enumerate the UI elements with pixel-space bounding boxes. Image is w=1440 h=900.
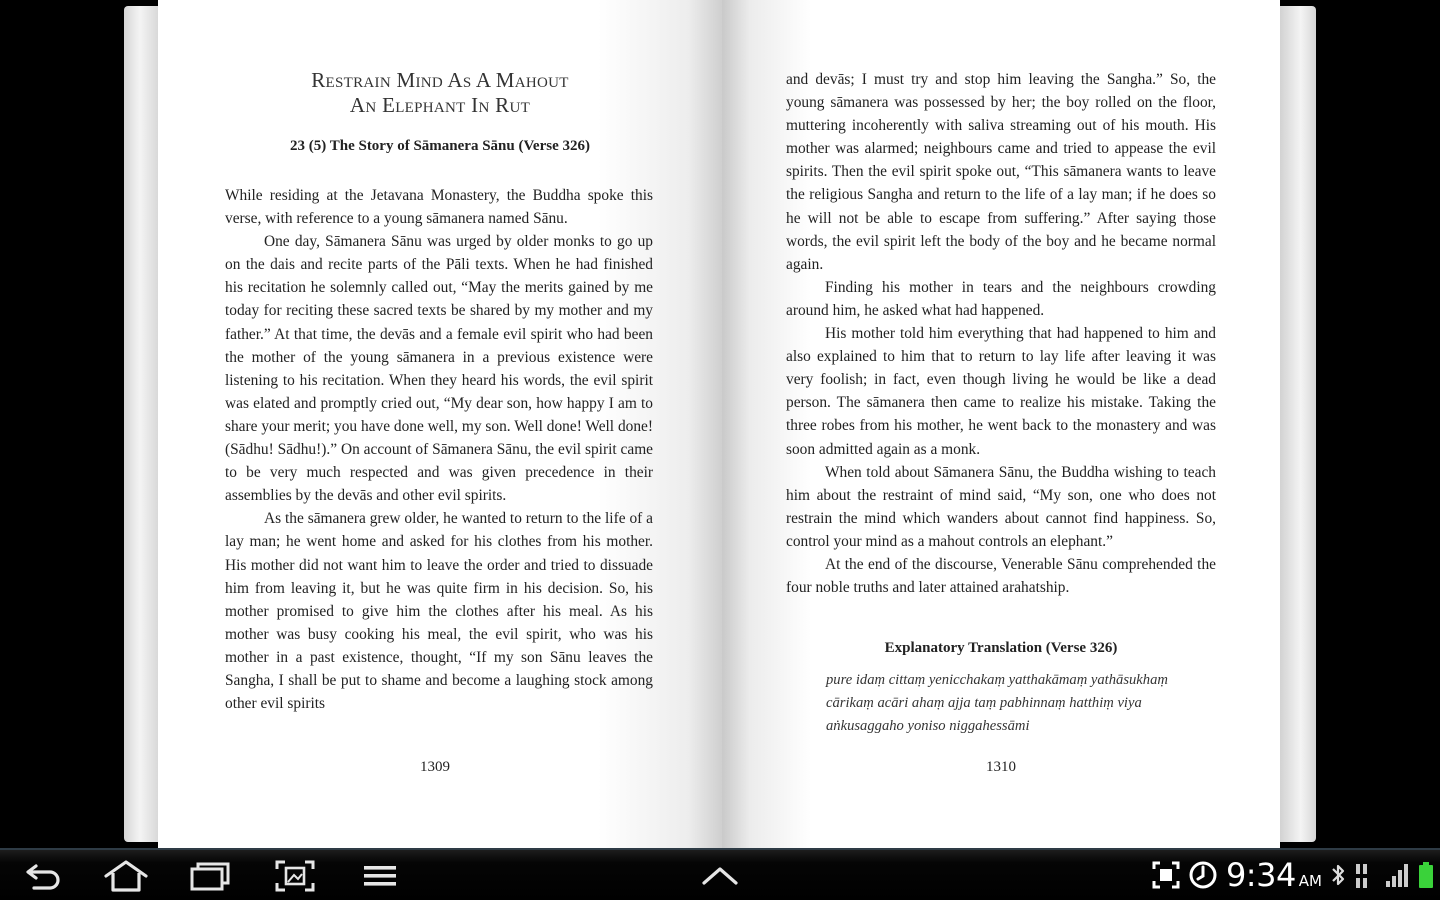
paragraph: At the end of the discourse, Venerable Sānu comprehended the four noble truths and later attained arahatship. <box>786 555 1216 597</box>
running-head-line-1: Restrain Mind As A Mahout <box>311 68 569 92</box>
recent-apps-icon <box>188 860 232 892</box>
paragraph: Finding his mother in tears and the neighbours crowding around him, he asked what had happened. <box>786 278 1216 319</box>
recent-apps-button[interactable] <box>182 856 238 896</box>
clock: 9:34 <box>1225 856 1296 894</box>
left-page-body <box>225 184 653 715</box>
menu-button[interactable] <box>352 856 408 896</box>
pali-line: aṅkusaggaho yoniso niggahessāmi <box>826 718 1030 735</box>
explanatory-translation-title: Explanatory Translation (Verse 326) <box>884 640 1118 656</box>
pali-verse <box>826 669 1226 738</box>
chevron-up-icon <box>700 865 740 887</box>
paragraph: His mother told him everything that had happened to him and also explained to him that to return to lay life after leaving it was very foolish; in fact, even though living he would be like a dead person. The sāmanera then came to realize his mistake. Taking the three robes from his mother, he went back to the monastery and was soon admitted again as a monk. <box>786 325 1216 458</box>
bluetooth-icon <box>1330 861 1346 889</box>
pali-line: cārikaṃ acāri ahaṃ ajja taṃ pabhinnaṃ hatthiṃ viya <box>826 695 1142 712</box>
network-type-icon <box>1354 860 1376 890</box>
screenshot-icon <box>274 859 316 893</box>
sync-icon <box>1188 860 1218 890</box>
battery-icon <box>1418 860 1434 890</box>
back-button[interactable] <box>16 856 72 896</box>
signal-icon <box>1384 861 1410 889</box>
status-area[interactable] <box>1152 850 1434 900</box>
page-number: 1310 <box>986 759 1016 775</box>
clock-ampm: AM <box>1298 872 1322 890</box>
right-page-edges <box>1278 6 1316 842</box>
screen-capture-icon <box>1152 861 1180 889</box>
home-icon <box>102 859 150 893</box>
running-head-line-2: An Elephant In Rut <box>349 93 531 117</box>
pali-line: pure idaṃ cittaṃ yenicchakaṃ yatthakāmaṃ yathāsukhaṃ <box>826 672 1168 688</box>
paragraph: While residing at the Jetavana Monastery, the Buddha spoke this verse, with reference to a young sāmanera named Sānu. <box>225 187 653 228</box>
paragraph: When told about Sāmanera Sānu, the Buddha wishing to teach him about the restraint of mind said, “My son, one who does not restrain the mind which wanders about cannot find happiness. So, control your mind as a mahout controls an elephant.” <box>786 463 1216 550</box>
right-page-body <box>786 68 1216 599</box>
screenshot-button[interactable] <box>267 856 323 896</box>
paragraph: One day, Sāmanera Sānu was urged by older monks to go up on the dais and recite parts of the Pāli texts. When he had finished his recitation he solemnly called out, “May the merits gained by me today for reciting these sacred texts be shared by my mother and my father.” At that time, the devās and a female evil spirit who had been the mother of the young sāmanera in a previous existence were listening to his recitation. When they heard his words, the evil spirit was elated and promptly cried out, “My dear son, how happy I am to share your merit; you have done well, my son. Well done! Well done! (Sādhu! Sādhu!).” On account of Sāmanera Sānu, the evil spirit came to be very much respected and was given precedence in their assemblies by the devās and other evil spirits. <box>225 233 653 505</box>
right-page[interactable] <box>722 0 1280 848</box>
mini-app-tray-button[interactable] <box>692 856 748 896</box>
section-title: 23 (5) The Story of Sāmanera Sānu (Verse 326) <box>290 138 590 154</box>
menu-icon <box>362 862 398 890</box>
left-page[interactable] <box>158 0 722 848</box>
paragraph: and devās; I must try and stop him leaving the Sangha.” So, the young sāmanera was possessed by her; the boy rolled on the floor, muttering incoherently with saliva streaming out of his mouth. His mother was alarmed; neighbours came and tried to appease the evil spirits. Then the evil spirit spoke out, “This sāmanera wants to leave the religious Sangha and return to the life of a lay man; if he does so he will not be able to escape from suffering.” After saying those words, the evil spirit left the body of the boy and he became normal again. <box>786 71 1216 273</box>
paragraph: As the sāmanera grew older, he wanted to return to the life of a lay man; he went home and asked for his clothes from his mother. His mother did not want him to leave the order and tried to dissuade him from leaving it, but he was quite firm in his decision. So, his mother promised to give him the clothes after his meal. As his mother was busy cooking his meal, the evil spirit, who was his mother in a past existence, thought, “If my son Sānu leaves the Sangha, I shall be put to shame and become a laughing stock among other evil spirits <box>225 510 653 713</box>
page-number: 1309 <box>420 759 450 775</box>
system-navigation-bar <box>0 848 1440 900</box>
home-button[interactable] <box>98 856 154 896</box>
back-icon <box>24 860 64 892</box>
